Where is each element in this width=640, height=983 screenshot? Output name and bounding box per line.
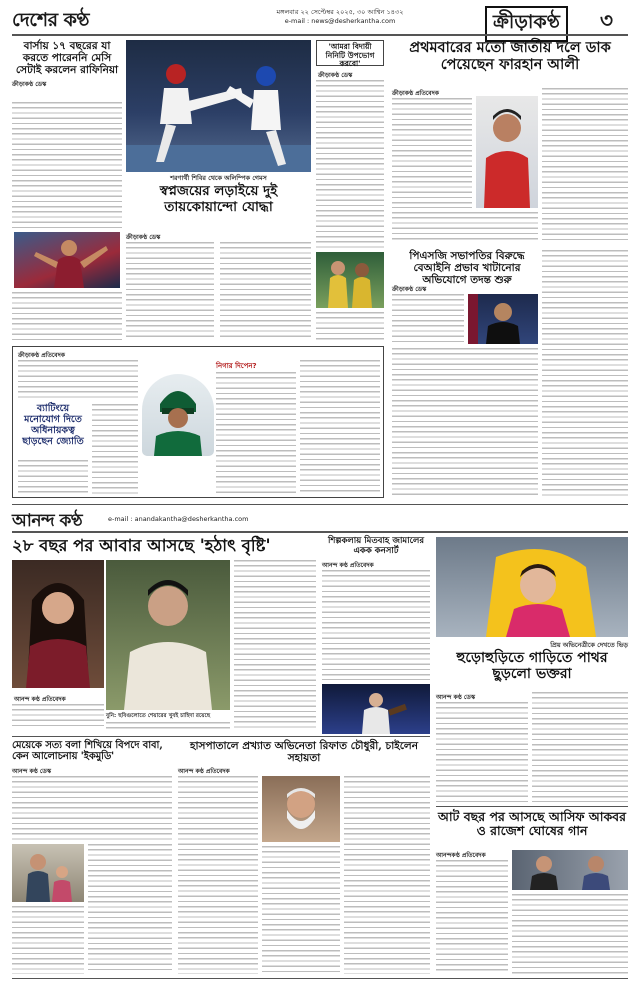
article-body: [316, 80, 384, 250]
article-body-continued: [12, 292, 122, 340]
farhan-photo: [476, 96, 538, 208]
article-raphinha: [12, 40, 122, 90]
byline: আনন্দ কণ্ঠ ডেস্ক: [12, 768, 52, 775]
article-headline: হুড়োহুড়িতে গাড়িতে পাথর ছুড়লো ভক্তরা: [456, 650, 608, 683]
photo-caption: বুনি: ছবিগুলোতে শেয়ারের খুবই চাহিদা রয়েছে: [106, 713, 211, 719]
article-headline: মেয়েকে সত্য বলা শিখিয়ে বিপদে বাবা, কেন আলোচনায় 'ইকমুডি': [12, 740, 163, 763]
byline: আনন্দ কণ্ঠ প্রতিবেদক: [178, 768, 230, 775]
father-daughter-photo: [12, 844, 84, 902]
psg-president-photo: [468, 294, 538, 344]
article-headline: প্রথমবারের মতো জাতীয় দলে ডাক পেয়েছেন ফারহান আলী: [409, 39, 611, 73]
date-line: [250, 8, 430, 26]
article-body-col2: [106, 722, 230, 730]
article-body-col2: [512, 894, 628, 974]
article-body-col1: [392, 294, 464, 344]
movie-still-actress: [12, 560, 104, 688]
byline: ক্রীড়াকণ্ঠ ডেস্ক: [126, 234, 161, 241]
article-headline: পিএসজি সভাপতির বিরুদ্ধে বেআইনি প্রভাব খাটানোর অভিযোগে তদন্ত শুরু: [409, 250, 525, 287]
article-body-col2: [532, 692, 628, 802]
taekwondo-photo: [126, 40, 311, 172]
byline: আনন্দ কণ্ঠ ডেস্ক: [436, 694, 476, 701]
article-body-col3: [300, 360, 380, 494]
article-body-col2: [220, 242, 311, 340]
article-body-col2: [262, 846, 340, 974]
byline: ক্রীড়াকণ্ঠ ডেস্ক: [318, 72, 353, 79]
article-body-col1: [178, 776, 258, 974]
article-body-col1: [126, 242, 214, 340]
byline: আনন্দ কণ্ঠ প্রতিবেদক: [322, 562, 374, 569]
article-body-col1: [12, 906, 84, 974]
page-number: ৩: [600, 8, 614, 32]
article-body-col2: [88, 844, 172, 974]
jyoti-photo: [142, 374, 214, 456]
article-headline: হাসপাতালে প্রখ্যাত অভিনেতা রিফাত চৌধুরী, চাইলেন সহায়তা: [189, 740, 419, 765]
article-body-col3: [542, 250, 628, 498]
concert-photo: [322, 684, 430, 734]
article-body-continued: [316, 312, 384, 340]
article-body-col2: [392, 348, 538, 498]
article-headline: 'আমরা বিদায়ী নিনিটি উপভোগ করবো': [325, 42, 375, 69]
byline: আনন্দকণ্ঠ প্রতিবেদক: [436, 852, 486, 859]
article-body-col3: [344, 776, 430, 974]
article-body-col3: [542, 88, 628, 240]
rifat-photo: [262, 776, 340, 842]
article-body-col1b: [18, 460, 88, 494]
entertainment-masthead: আনন্দ কণ্ঠ: [12, 511, 83, 531]
issue-date: মঙ্গলবার ২২ সেপ্টেম্বর ২০২৫, ৩০ আশ্বিন ১৪৩২: [276, 8, 404, 16]
article-headline: আট বছর পর আসছে আসিফ আকবর ও রাজেশ ঘোষের গান: [437, 809, 627, 839]
actress-photo: [436, 537, 628, 637]
entertainment-rule: [12, 531, 628, 533]
raphinha-photo: [14, 232, 120, 288]
article-body-top: [12, 776, 172, 840]
section-title: ক্রীড়াকণ্ঠ: [485, 6, 568, 42]
header-rule: [12, 34, 628, 36]
article-headline: স্বপ্নজয়ের লড়াইয়ে দুই তায়কোয়ান্দো যোদ্ধা: [159, 183, 278, 215]
footer-rule: [12, 978, 628, 979]
article-headline: ২৮ বছর পর আবার আসছে 'হঠাৎ বৃষ্টি': [12, 536, 271, 555]
article-body: [12, 102, 122, 230]
movie-still-actor: [106, 560, 230, 710]
article-body-col1: [392, 98, 472, 208]
article-headline: শিল্পকলায় মিতবাহ জামালের একক কনসার্ট: [327, 536, 425, 556]
article-body-col2: [216, 372, 296, 494]
masthead-logo: দেশের কণ্ঠ: [12, 9, 90, 31]
header-email: e-mail : news@desherkantha.com: [284, 17, 396, 25]
article-body: [322, 570, 430, 680]
article-body-top: [18, 360, 138, 400]
quote-title: নিগার দিপেন?: [216, 362, 257, 370]
article-body-col1: [436, 860, 508, 974]
entertainment-email: e-mail : anandakantha@desherkantha.com: [108, 515, 249, 523]
story-divider: [436, 806, 628, 807]
byline: ক্রীড়াকণ্ঠ ডেস্ক: [12, 81, 47, 89]
article-body-col1: [436, 702, 528, 802]
story-divider: [12, 736, 430, 737]
article-headline: ব্যাটিংয়ে মনোযোগ দিতে অধিনায়কত্ব ছাড়ছেন জ্যোতি: [22, 403, 84, 447]
article-body-continued: [392, 212, 538, 242]
footballers-photo: [316, 252, 384, 308]
article-body-col1: [12, 704, 104, 730]
byline: ক্রীড়াকণ্ঠ ডেস্ক: [392, 286, 427, 293]
section-divider: [12, 504, 628, 505]
quote-box: [316, 40, 384, 69]
byline: ক্রীড়াকণ্ঠ প্রতিবেদক: [392, 90, 439, 97]
photo-caption: শরণার্থী শিবির থেকে অলিম্পিক গেমস: [170, 174, 267, 182]
article-body-col3: [234, 560, 316, 730]
byline: আনন্দ কণ্ঠ প্রতিবেদক: [14, 696, 66, 703]
singers-photo: [512, 850, 628, 890]
photo-caption: প্রিয় অভিনেত্রীকে দেখতে ভিড়: [550, 641, 628, 649]
article-headline: বার্সায় ১৭ বছরের যা করতে পারেননি মেসি সেটাই করলেন রাফিনিয়া: [15, 40, 119, 77]
byline: ক্রীড়াকণ্ঠ প্রতিবেদক: [18, 352, 65, 359]
article-body-col1: [92, 404, 138, 494]
